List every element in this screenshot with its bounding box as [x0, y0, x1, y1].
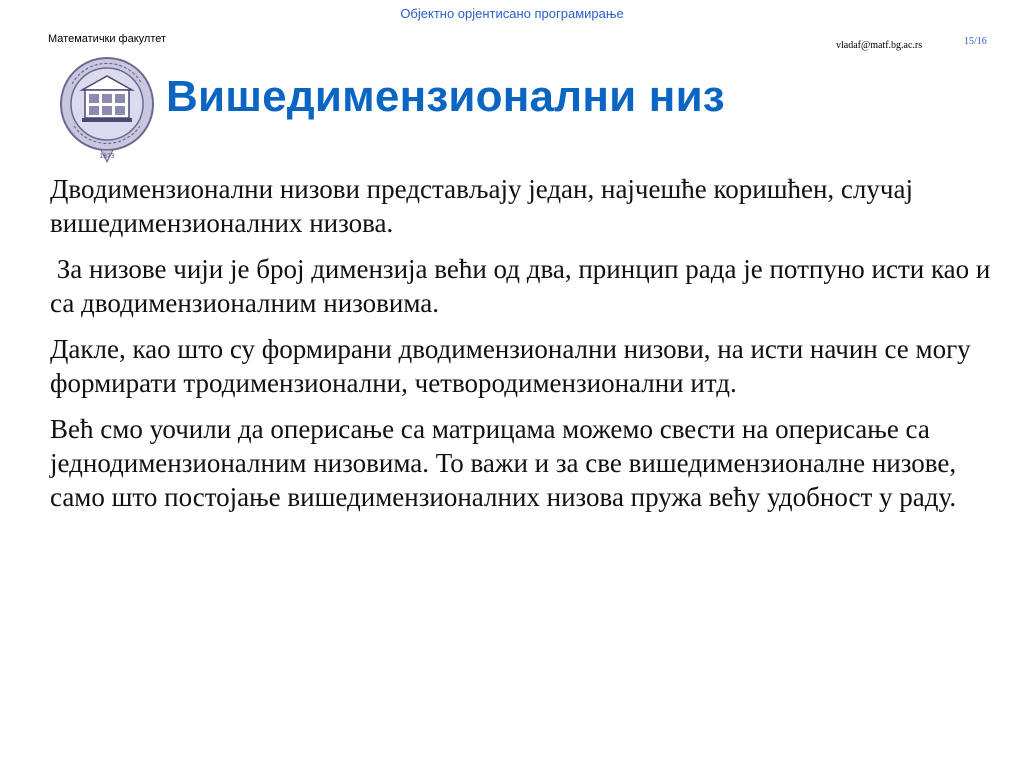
university-seal-icon — [58, 54, 156, 166]
course-title: Објектно орјентисано програмирање — [400, 6, 624, 21]
author-email: vladaf@matf.bg.ac.rs — [836, 40, 923, 51]
seal-year: 1873 — [99, 153, 115, 160]
paragraph-2: За низове чији је број димензија већи од два, принцип рада је потпуно исти као и са дводимензионалним низовима. — [50, 254, 998, 318]
page-number: 15/16 — [964, 36, 987, 47]
slide-title: Вишедимензионални низ — [166, 72, 725, 121]
paragraph-4: Већ смо уочили да оперисање са матрицама можемо свести на оперисање са једнодимензионалним низовима. То важи и за све вишедимензионалне низове, само што постојање вишедимензионалних низова пружа већу удобност у раду. — [50, 414, 957, 512]
slide-body — [50, 172, 1000, 526]
paragraph-1: Дводимензионални низови представљају један, најчешће коришћен, случај вишедимензионалних низова. — [50, 174, 913, 238]
faculty-name: Математички факултет — [48, 33, 167, 45]
paragraph-3: Дакле, као што су формирани дводимензионални низови, на исти начин се могу формирати тродимензионални, четвородимензионални итд. — [50, 334, 971, 398]
